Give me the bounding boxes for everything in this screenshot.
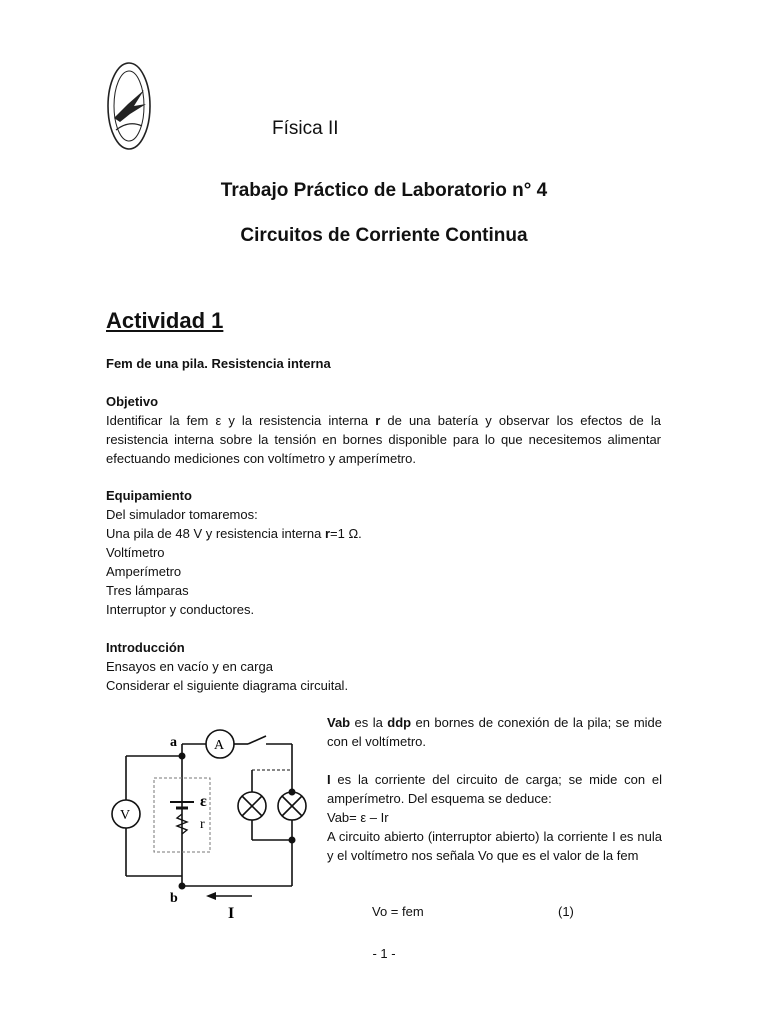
- objective-heading: Objetivo: [106, 394, 159, 409]
- equipment-line: Interruptor y conductores.: [106, 602, 255, 617]
- equipment-line: Tres lámparas: [106, 583, 189, 598]
- emf-label: ε: [200, 793, 207, 810]
- introduction-heading: Introducción: [106, 640, 185, 655]
- circuit-diagram: [108, 726, 318, 926]
- ammeter-label: A: [214, 738, 225, 753]
- node-a-label: a: [170, 735, 177, 750]
- equation: Vo = fem: [372, 904, 424, 919]
- equipment-line: Amperímetro: [106, 564, 182, 579]
- university-logo: [106, 60, 152, 152]
- page-number: - 1 -: [372, 946, 396, 961]
- document-subtitle: Circuitos de Corriente Continua: [240, 225, 528, 246]
- equipment-line: Una pila de 48 V y resistencia interna r=1 Ω.: [106, 526, 362, 541]
- activity-heading: Actividad 1: [106, 308, 224, 333]
- course-title: Física II: [272, 118, 339, 139]
- equipment-heading: Equipamiento: [106, 488, 192, 503]
- activity-subheading: Fem de una pila. Resistencia interna: [106, 356, 331, 371]
- node-b-label: b: [170, 891, 178, 906]
- objective-text: Identificar la fem ε y la resistencia interna r de una batería y observar los efectos de la resistencia interna sobre la tensión en bornes disponible para lo que necesitemos alimentar efectuando mediciones con voltímetro y amperímetro.: [106, 413, 661, 466]
- explanation-text: Vab es la ddp en bornes de conexión de la pila; se mide con el voltímetro. I es la corriente del circuito de carga; se mide con el amperímetro. Del esquema se deduce: Vab= ε – Ir A circuito abierto (interruptor abierto) la corriente I es nula y el voltímetro nos señala Vo que es el valor de la fem: [327, 715, 663, 863]
- introduction-line: Ensayos en vacío y en carga: [106, 659, 273, 674]
- voltmeter-label: V: [120, 808, 131, 823]
- equation-number: (1): [558, 904, 574, 919]
- current-label: I: [228, 905, 235, 922]
- document-title: Trabajo Práctico de Laboratorio n° 4: [220, 180, 548, 201]
- resistance-label: r: [200, 817, 205, 832]
- introduction-line: Considerar el siguiente diagrama circuital.: [106, 678, 349, 693]
- equipment-line: Del simulador tomaremos:: [106, 507, 258, 522]
- equipment-line: Voltímetro: [106, 545, 165, 560]
